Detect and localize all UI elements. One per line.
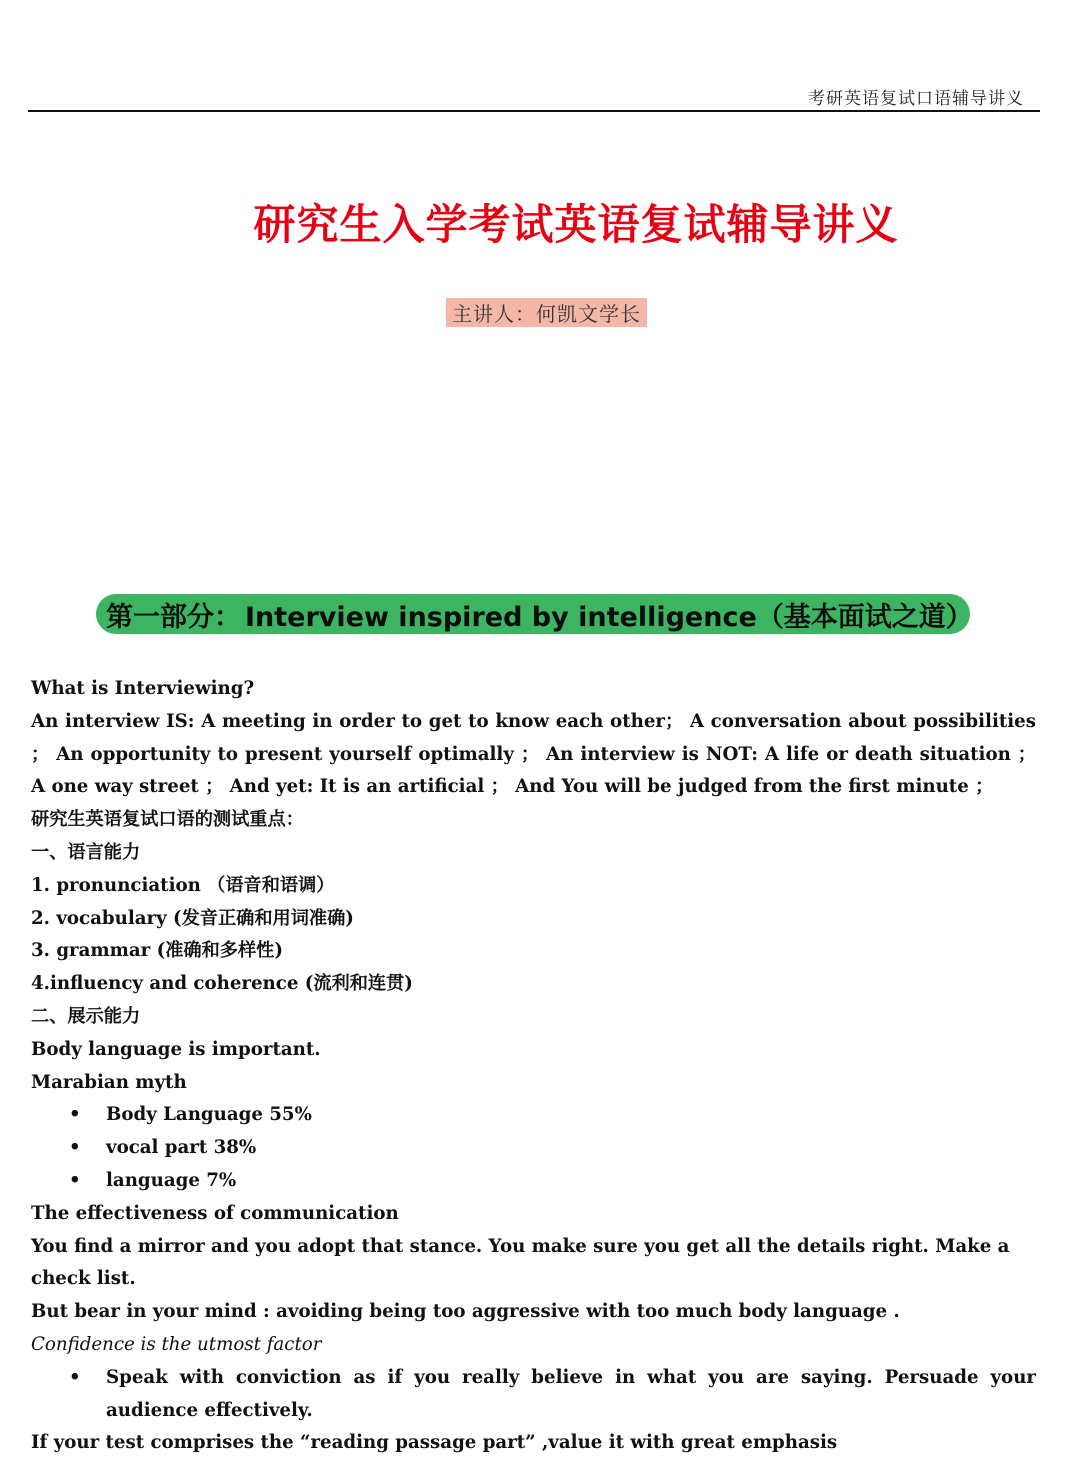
list-item-text: vocal part 38% [106,1137,257,1159]
bullet-icon: • [69,1366,81,1388]
ability-heading-presentation: 二、展示能力 [31,1005,141,1027]
list-item [31,1099,1036,1132]
ability-heading-language: 一、语言能力 [31,841,141,863]
bullet-icon: • [69,1104,81,1126]
marabian-list [31,1099,1036,1197]
body-language-line: Body language is important. [31,1038,321,1060]
list-item [31,1132,1036,1165]
confidence-heading: Confidence is the utmost factor [31,1333,322,1355]
document-title: 研究生入学考试英语复试辅导讲义 [253,200,899,249]
effectiveness-line: The effectiveness of communication [31,1202,399,1224]
section-part-label: 第一部分： [106,601,241,633]
confidence-list [31,1362,1036,1428]
list-item-text: Speak with conviction as if you really believe in what you are saying. Persuade your audience effectively. [106,1366,1036,1421]
list-item [31,1362,1036,1428]
definition-paragraph: An interview IS: A meeting in order to get to know each other； A conversation about possibilities ； An opportunity to present yourself optimally ； An interview is NOT: A life or death situation ； A one way street ； And yet: It is an artificial ； And You will be judged from the first minute ； [31,710,1036,798]
header-divider [28,110,1040,112]
list-item: 3. grammar (准确和多样性) [31,940,283,962]
list-item [31,1165,1036,1198]
question-heading: What is Interviewing? [31,678,255,699]
lecturer-label: 主讲人：何凯文学长 [446,298,647,327]
mirror-line: You find a mirror and you adopt that stance. You make sure you get all the details right. Make a check list. [31,1235,1010,1290]
reading-passage-line: If your test comprises the “reading passage part” ,value it with great emphasis [31,1432,838,1454]
list-item-text: language 7% [106,1169,237,1191]
list-item: 1. pronunciation （语音和语调） [31,874,335,896]
marabian-heading: Marabian myth [31,1071,187,1093]
section-title: Interview inspired by intelligence（基本面试之道） [245,601,973,633]
document-body [31,673,1036,1460]
list-item-text: Body Language 55% [106,1104,312,1126]
bear-in-mind-line: But bear in your mind : avoiding being too aggressive with too much body language . [31,1301,900,1323]
focus-heading: 研究生英语复试口语的测试重点： [31,809,304,831]
section-banner [96,594,973,634]
list-item: 2. vocabulary (发音正确和用词准确) [31,907,354,929]
bullet-icon: • [69,1169,81,1191]
running-header: 考研英语复试口语辅导讲义 [808,89,1024,109]
list-item: 4.influency and coherence (流利和连贯) [31,973,413,995]
bullet-icon: • [69,1137,81,1159]
